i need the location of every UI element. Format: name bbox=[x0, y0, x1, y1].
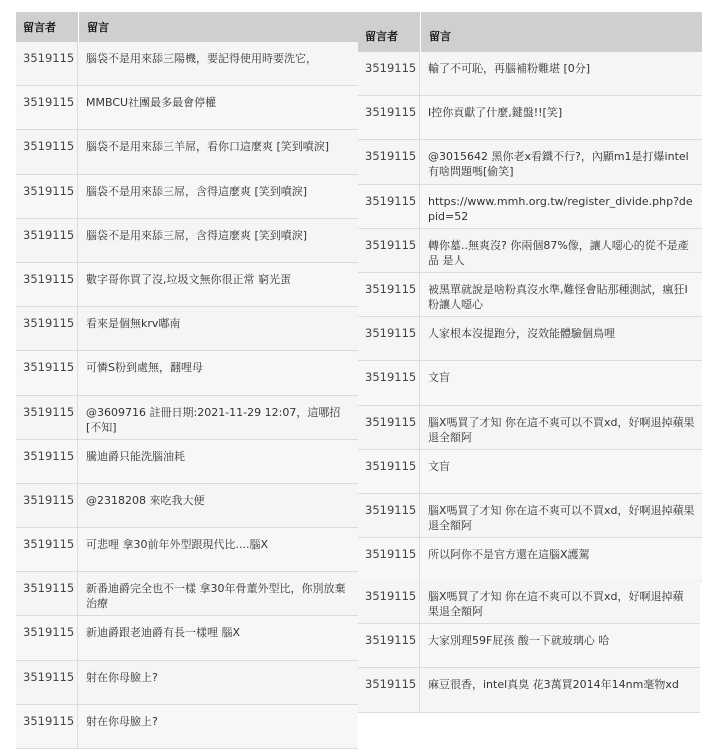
commenter-id[interactable]: 3519115 bbox=[16, 484, 78, 527]
commenter-id[interactable]: 3519115 bbox=[358, 406, 420, 449]
header-commenter: 留言者 bbox=[23, 21, 56, 34]
comment-text: 數字哥你買了沒,垃圾文無你很正常 窮光蛋 bbox=[86, 272, 291, 286]
comment-text: 腦袋不是用來舔三屌，含得這麼爽 [笑到噴淚] bbox=[86, 228, 308, 242]
left-table-body bbox=[16, 42, 358, 749]
commenter-id[interactable]: 3519115 bbox=[16, 263, 78, 306]
comment-row bbox=[358, 406, 702, 450]
commenter-id[interactable]: 3519115 bbox=[358, 185, 420, 228]
comment-text: 文盲 bbox=[428, 459, 450, 473]
comment-text: 射在你母臉上? bbox=[86, 714, 158, 728]
comment-row bbox=[16, 661, 358, 705]
comment-row bbox=[358, 624, 700, 668]
comment-text: 轉你墓..無爽沒? 你兩個87%像，讓人噁心的從不是產品 是人 bbox=[428, 238, 689, 267]
comment-text: I控你貢獻了什麼,鍵盤!![笑] bbox=[428, 106, 563, 120]
comment-text: 腦袋不是用來舔三屌，含得這麼爽 [笑到噴淚] bbox=[86, 184, 308, 198]
commenter-id[interactable]: 3519115 bbox=[358, 52, 420, 95]
comment-text: 輸了不可恥，再腦補粉難堪 [0分] bbox=[428, 62, 591, 75]
commenter-id[interactable]: 3519115 bbox=[16, 440, 78, 483]
commenter-id[interactable]: 3519115 bbox=[16, 572, 78, 615]
commenter-id[interactable]: 3519115 bbox=[358, 96, 420, 139]
comment-text: https://www.mmh.org.tw/register_divide.php?depid=52 bbox=[428, 194, 693, 223]
comment-text: 可悲哩 拿30前年外型跟現代比....腦X bbox=[86, 538, 269, 552]
commenter-id[interactable]: 3519115 bbox=[358, 538, 420, 581]
commenter-id[interactable]: 3519115 bbox=[16, 175, 78, 218]
comment-row bbox=[358, 96, 702, 140]
commenter-id[interactable]: 3519115 bbox=[358, 494, 420, 537]
comment-text: @2318208 來吃我大便 bbox=[86, 493, 205, 507]
left-table-header bbox=[16, 12, 358, 42]
commenter-id[interactable]: 3519115 bbox=[358, 450, 420, 493]
right-table-header bbox=[358, 12, 702, 52]
commenter-id[interactable]: 3519115 bbox=[16, 219, 78, 262]
comment-text: 人家根本沒提跑分，沒效能體驗個鳥哩 bbox=[428, 327, 615, 341]
comment-row bbox=[358, 580, 700, 624]
comment-text: 新番迪爵完全也不一樣 拿30年骨董外型比，你別放棄治療 bbox=[86, 582, 346, 611]
commenter-id[interactable]: 3519115 bbox=[16, 42, 78, 85]
comment-text: 射在你母臉上? bbox=[86, 670, 158, 684]
comment-row bbox=[358, 185, 702, 229]
comment-row bbox=[16, 440, 358, 484]
comment-row bbox=[358, 229, 702, 273]
header-commenter: 留言者 bbox=[365, 30, 398, 43]
commenter-id[interactable]: 3519115 bbox=[16, 616, 78, 659]
comment-text: 腦X嗎買了才知 你在這不爽可以不買xd，好啊退掉蘋果退全額阿 bbox=[428, 415, 695, 444]
right2-table-body bbox=[358, 580, 700, 713]
commenter-id[interactable]: 3519115 bbox=[358, 668, 420, 711]
comment-row bbox=[358, 450, 702, 494]
comment-row bbox=[16, 42, 358, 86]
comment-text: 可憐S粉到處無，翻哩母 bbox=[86, 361, 203, 375]
comment-row bbox=[358, 52, 702, 96]
commenter-id[interactable]: 3519115 bbox=[358, 229, 420, 272]
right-comment-table bbox=[358, 12, 702, 582]
comment-text: 所以阿你不是官方還在這腦X護駕 bbox=[428, 548, 590, 562]
comment-row bbox=[16, 396, 358, 440]
comment-text: MMBCU社團最多最會停權 bbox=[86, 96, 217, 110]
comment-text: 腦X嗎買了才知 你在這不爽可以不買xd，好啊退掉蘋果退全額阿 bbox=[428, 590, 684, 618]
comment-row bbox=[16, 130, 358, 174]
comment-row bbox=[16, 705, 358, 749]
comment-row bbox=[358, 538, 702, 582]
commenter-id[interactable]: 3519115 bbox=[358, 361, 420, 404]
commenter-id[interactable]: 3519115 bbox=[358, 273, 420, 316]
comment-text: 文盲 bbox=[428, 371, 450, 385]
comment-text: @3609716 註冊日期:2021-11-29 12:07，這哪招[不知] bbox=[86, 405, 341, 434]
commenter-id[interactable]: 3519115 bbox=[358, 317, 420, 360]
comment-row bbox=[16, 307, 358, 351]
comment-row bbox=[16, 175, 358, 219]
comment-text: @3015642 黑你老x看鐵不行?，內顯m1是打爆intel有啥問題嗎[偷笑] bbox=[428, 150, 689, 179]
comment-row bbox=[358, 273, 702, 317]
comment-text: 被黑單就說是啥粉真沒水準,難怪會貼那種測試，瘋狂I粉讓人噁心 bbox=[428, 282, 688, 311]
comment-text: 腦袋不是用來舔三陽機，要記得使用時要洗它， bbox=[86, 52, 317, 65]
commenter-id[interactable]: 3519115 bbox=[16, 661, 78, 704]
comment-row bbox=[16, 219, 358, 263]
comment-row bbox=[16, 484, 358, 528]
commenter-id[interactable]: 3519115 bbox=[16, 528, 78, 571]
comment-row bbox=[16, 263, 358, 307]
comment-row bbox=[16, 351, 358, 395]
comment-row bbox=[358, 494, 702, 538]
header-message: 留言 bbox=[420, 12, 702, 52]
commenter-id[interactable]: 3519115 bbox=[16, 307, 78, 350]
commenter-id[interactable]: 3519115 bbox=[16, 705, 78, 748]
comment-row bbox=[16, 616, 358, 660]
comment-row bbox=[358, 668, 700, 712]
right-table-body bbox=[358, 52, 702, 582]
commenter-id[interactable]: 3519115 bbox=[358, 624, 420, 667]
comment-text: 腦袋不是用來舔三羊屌，看你口這麼爽 [笑到噴淚] bbox=[86, 140, 330, 154]
comment-row bbox=[16, 86, 358, 130]
comment-row bbox=[16, 528, 358, 572]
comment-text: 麻豆很香，intel真臭 花3萬買2014年14nm毫物xd bbox=[428, 678, 679, 692]
commenter-id[interactable]: 3519115 bbox=[358, 140, 420, 183]
comment-row bbox=[358, 317, 702, 361]
comment-row bbox=[358, 140, 702, 184]
commenter-id[interactable]: 3519115 bbox=[16, 351, 78, 394]
header-message: 留言 bbox=[78, 12, 358, 42]
comment-text: 新迪爵跟老迪爵有長一樣哩 腦X bbox=[86, 626, 241, 640]
commenter-id[interactable]: 3519115 bbox=[16, 86, 78, 129]
left-comment-table bbox=[16, 12, 358, 749]
comment-text: 看來是個無krv嘟南 bbox=[86, 317, 181, 331]
comment-text: 大家別理59F屁孩 酸一下就玻璃心 哈 bbox=[428, 634, 610, 648]
commenter-id[interactable]: 3519115 bbox=[16, 130, 78, 173]
comment-row bbox=[358, 361, 702, 405]
commenter-id[interactable]: 3519115 bbox=[16, 396, 78, 439]
commenter-id[interactable]: 3519115 bbox=[358, 580, 420, 623]
comment-text: 腦X嗎買了才知 你在這不爽可以不買xd，好啊退掉蘋果退全額阿 bbox=[428, 503, 695, 532]
comment-row bbox=[16, 572, 358, 616]
right-comment-table-continued bbox=[358, 580, 700, 713]
comment-text: 騰迪爵只能洗腦油耗 bbox=[86, 449, 185, 463]
